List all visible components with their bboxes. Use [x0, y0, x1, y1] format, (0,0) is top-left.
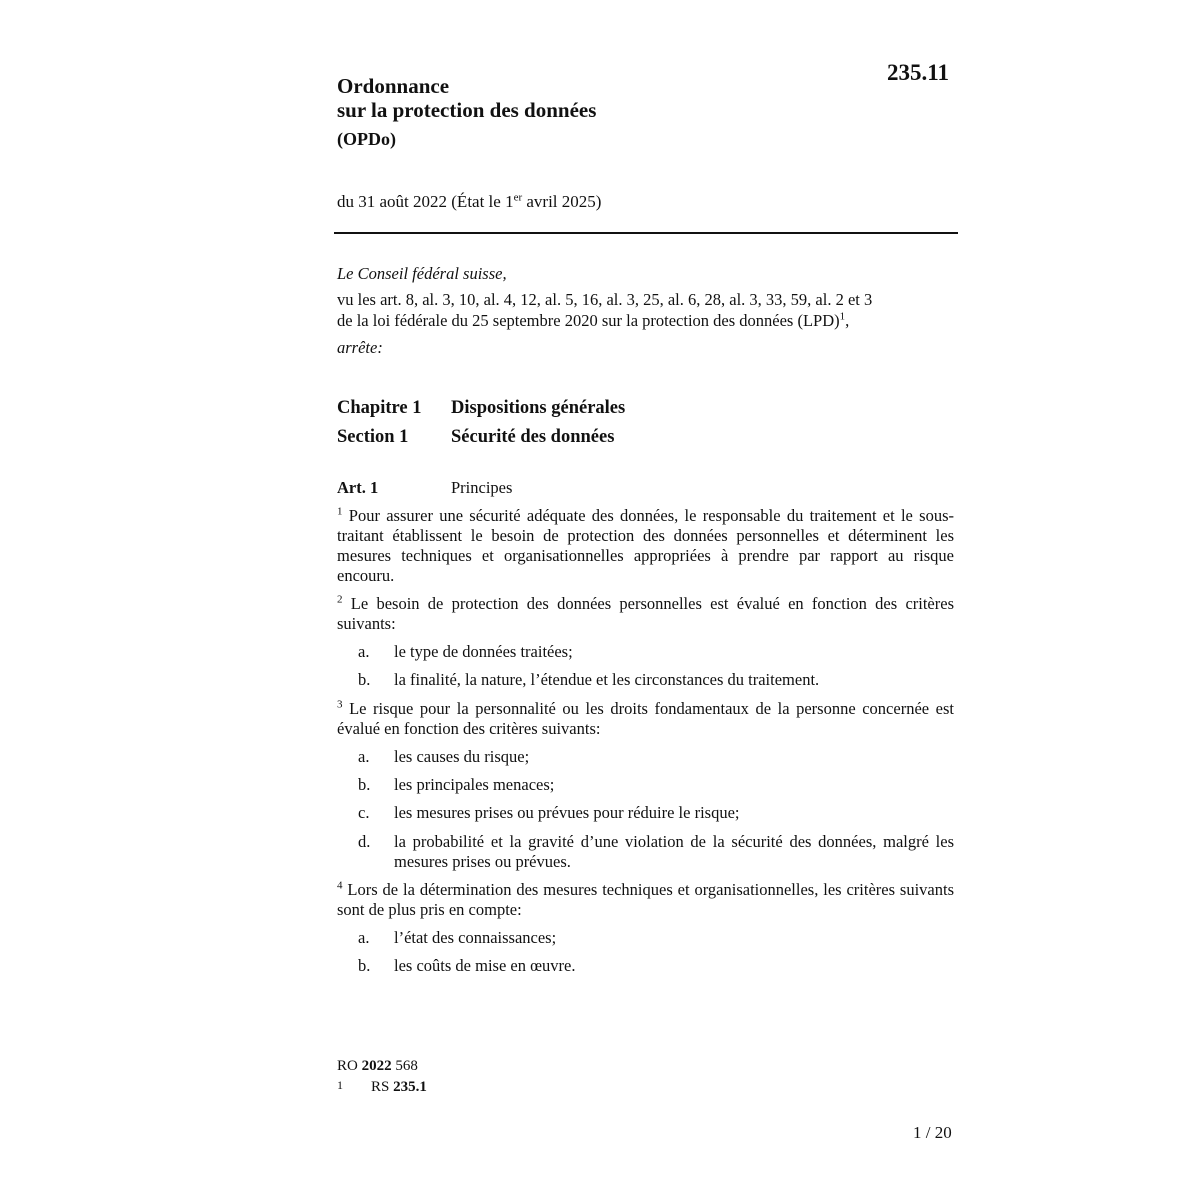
- date-suffix: avril 2025): [522, 192, 602, 211]
- paragraph-number: 4: [337, 879, 343, 892]
- footnote-text: [371, 1079, 427, 1096]
- list-item-letter: b.: [358, 956, 371, 975]
- header-rule: [334, 232, 958, 234]
- official-compilation-ref: [337, 1058, 418, 1075]
- list-item-letter: a.: [358, 928, 370, 947]
- footnote-prefix: RS: [371, 1079, 394, 1095]
- list-item-letter: b.: [358, 670, 371, 689]
- date-superscript: er: [513, 191, 523, 204]
- paragraph-number: 2: [337, 593, 343, 606]
- paragraph-text: Lors de la détermination des mesures techniques et organisationnelles, les critères suivants sont de plus pris en compte:: [337, 880, 954, 919]
- paragraph-3: [337, 699, 954, 739]
- list-item-letter: c.: [358, 803, 370, 822]
- list-item-letter: a.: [358, 747, 370, 766]
- preamble-decree: arrête:: [337, 338, 383, 357]
- title-line-2: sur la protection des données: [337, 98, 597, 122]
- paragraph-text: Le besoin de protection des données personnelles est évalué en fonction des critères suivants:: [337, 594, 954, 633]
- preamble-basis-line-1: vu les art. 8, al. 3, 10, al. 4, 12, al. 5, 16, al. 3, 25, al. 6, 28, al. 3, 33, 59, al. 2 et 3: [337, 290, 873, 309]
- list-item-text: les causes du risque;: [394, 747, 530, 766]
- preamble-basis-line-2: [337, 311, 849, 331]
- ro-page: 568: [391, 1058, 418, 1074]
- date-prefix: du 31 août 2022 (État le 1: [337, 192, 514, 211]
- section-label: Section 1: [337, 427, 409, 447]
- list-item-text: le type de données traitées;: [394, 642, 573, 661]
- paragraph-2: [337, 594, 954, 634]
- list-item-text: les mesures prises ou prévues pour réduire le risque;: [394, 803, 740, 822]
- title-line-1: Ordonnance: [337, 74, 450, 98]
- date-line: [337, 192, 601, 212]
- ro-year: 2022: [361, 1058, 392, 1074]
- ro-prefix: RO: [337, 1058, 362, 1074]
- article-title: Principes: [451, 478, 513, 497]
- paragraph-text: Le risque pour la personnalité ou les droits fondamentaux de la personne concernée est évalué en fonction des critères suivants:: [337, 699, 954, 738]
- list-item-text: la finalité, la nature, l’étendue et les circonstances du traitement.: [394, 670, 820, 689]
- chapter-label: Chapitre 1: [337, 398, 422, 418]
- section-title: Sécurité des données: [451, 427, 615, 447]
- list-item-text: la probabilité et la gravité d’une violation de la sécurité des données, malgré les mesures prises ou prévues.: [394, 832, 954, 871]
- title-abbreviation: (OPDo): [337, 129, 396, 149]
- list-item-text: les principales menaces;: [394, 775, 555, 794]
- list-item-text: les coûts de mise en œuvre.: [394, 956, 576, 975]
- paragraph-4: [337, 880, 954, 920]
- footnote-ref-number: 235.1: [393, 1079, 427, 1095]
- list-item-letter: a.: [358, 642, 370, 661]
- paragraph-number: 1: [337, 505, 343, 518]
- chapter-title: Dispositions générales: [451, 398, 626, 418]
- list-item-text: l’état des connaissances;: [394, 928, 557, 947]
- preamble-authority: Le Conseil fédéral suisse,: [337, 264, 507, 283]
- paragraph-1: [337, 506, 954, 586]
- paragraph-number: 3: [337, 698, 343, 711]
- list-item-letter: b.: [358, 775, 371, 794]
- paragraph-text: Pour assurer une sécurité adéquate des données, le responsable du traitement et le sous-traitant établissent le besoin de protection des données personnelles et déterminent les mesures techniques et organisationnelles appropriées à prendre par rapport au risque encouru.: [337, 506, 954, 585]
- list-item-letter: d.: [358, 832, 371, 851]
- footnote-number: 1: [337, 1078, 343, 1092]
- sr-number: 235.11: [887, 60, 949, 85]
- footnote-ref-1[interactable]: 1: [839, 310, 846, 323]
- article-label: Art. 1: [337, 478, 379, 497]
- page-number: 1 / 20: [913, 1123, 952, 1142]
- preamble-basis-text: de la loi fédérale du 25 septembre 2020 sur la protection des données (LPD): [337, 311, 840, 330]
- preamble-basis-end: ,: [845, 311, 850, 330]
